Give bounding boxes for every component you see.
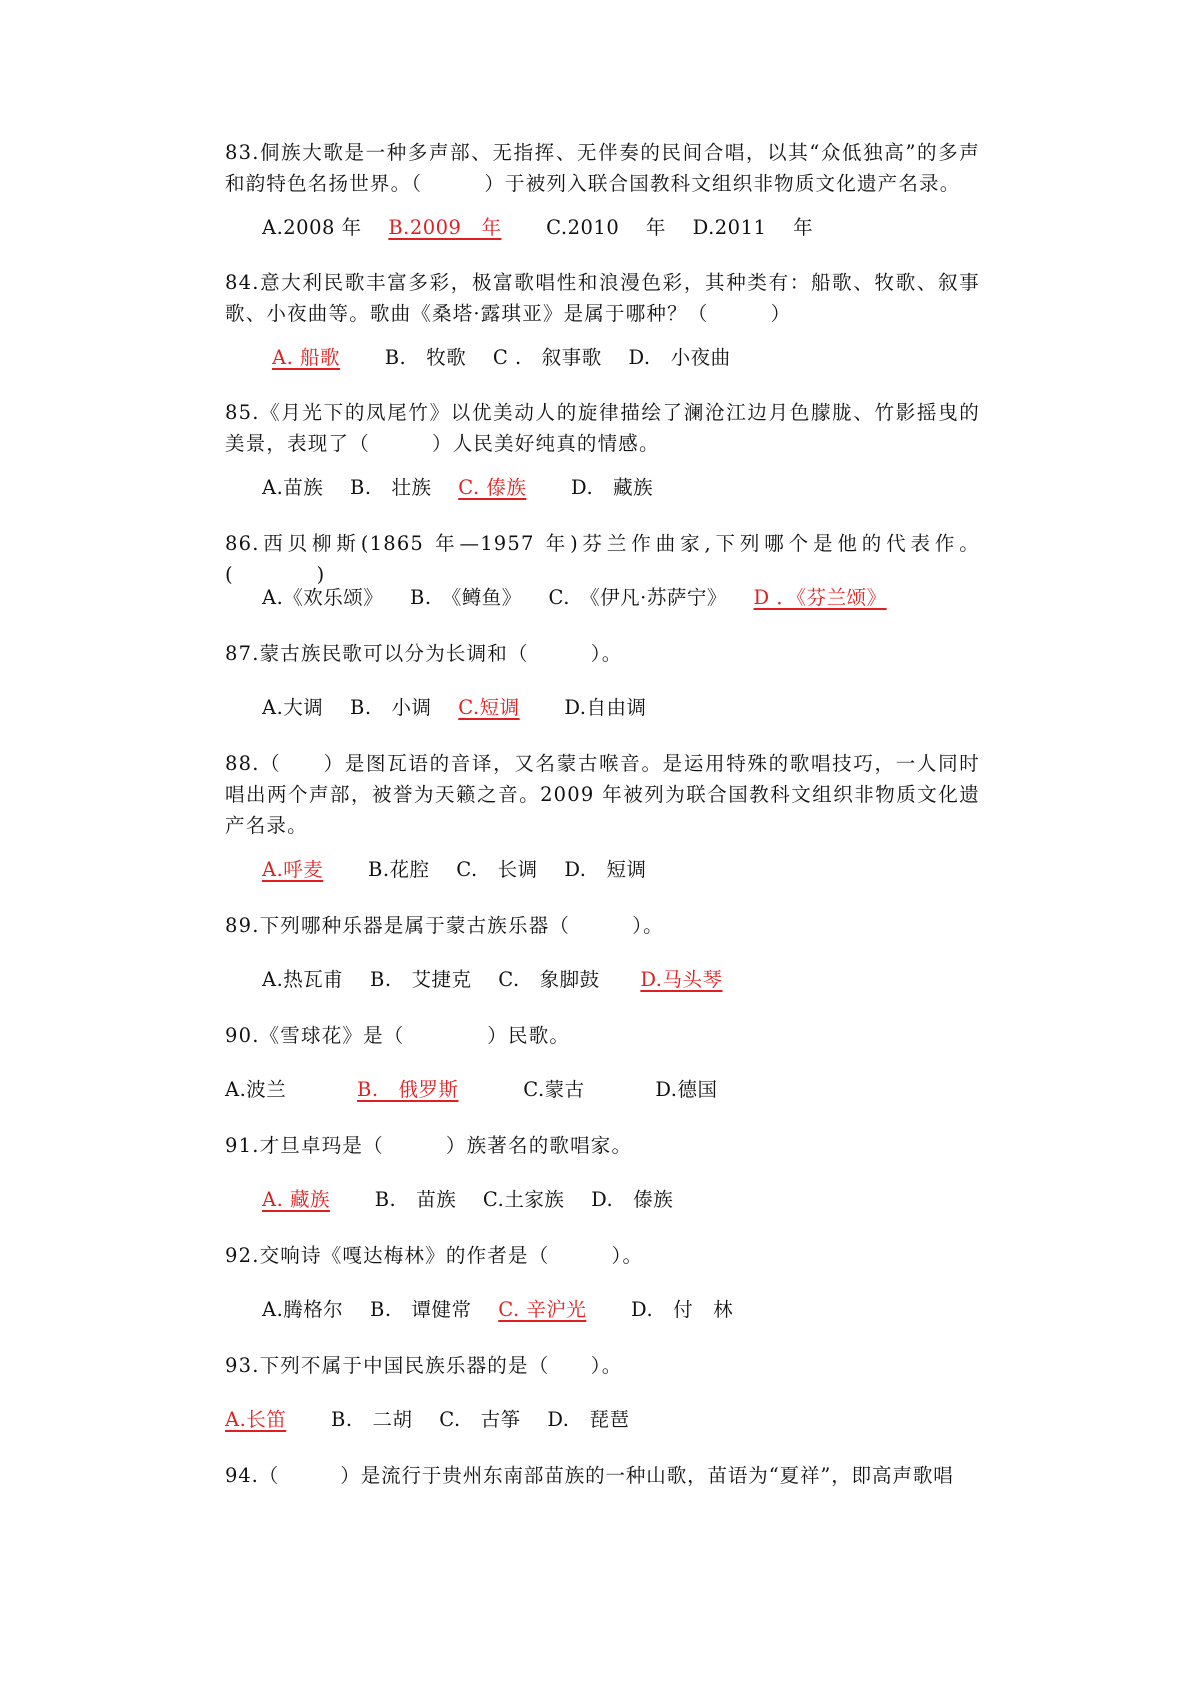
option-84-a-answer: A. 船歌 bbox=[272, 346, 340, 369]
option-87-c-answer: C.短调 bbox=[458, 696, 520, 719]
option-92-c-answer: C. 辛沪光 bbox=[498, 1298, 587, 1321]
option-85-c-answer: C. 傣族 bbox=[458, 476, 527, 499]
options-88 bbox=[262, 856, 667, 884]
option-87-d: D.自由调 bbox=[564, 696, 647, 719]
option-83-b-answer: B.2009 年 bbox=[388, 216, 502, 239]
option-90-a: A.波兰 bbox=[225, 1078, 287, 1101]
option-86-d-answer: D ．《芬兰颂》 bbox=[753, 586, 887, 609]
option-83-d: D.2011 年 bbox=[692, 216, 814, 239]
question-89: 89.下列哪种乐器是属于蒙古族乐器（ ）。 bbox=[225, 914, 664, 937]
option-92-b: B. 谭健常 bbox=[369, 1298, 472, 1321]
options-91 bbox=[262, 1186, 693, 1214]
options-92 bbox=[262, 1296, 753, 1324]
question-88: 88.（ ）是图瓦语的音译，又名蒙古喉音。是运用特殊的歌唱技巧，一人同时唱出两个声部，被誉为天籁之音。2009 年被列为联合国教科文组织非物质文化遗产名录。 bbox=[225, 752, 980, 837]
option-85-d: D. 藏族 bbox=[571, 476, 654, 499]
option-91-c: C.土家族 bbox=[482, 1188, 565, 1211]
options-85 bbox=[262, 474, 673, 502]
question-86: 86.西贝柳斯(1865 年—1957 年)芬兰作曲家,下列哪个是他的代表作。( ) bbox=[225, 532, 980, 586]
option-85-a: A.苗族 bbox=[262, 476, 324, 499]
options-90 bbox=[225, 1076, 738, 1104]
option-88-b: B.花腔 bbox=[367, 858, 430, 881]
option-86-c: C. 《伊凡·苏萨宁》 bbox=[548, 586, 727, 609]
question-92: 92.交响诗《嘎达梅林》的作者是（ ）。 bbox=[225, 1244, 644, 1267]
question-83: 83.侗族大歌是一种多声部、无指挥、无伴奏的民间合唱，以其“众低独高”的多声和韵特色名扬世界。（ ）于被列入联合国教科文组织非物质文化遗产名录。 bbox=[225, 141, 980, 195]
option-83-a: A.2008 年 bbox=[262, 216, 362, 239]
option-83-c: C.2010 年 bbox=[546, 216, 666, 239]
option-91-d: D. 傣族 bbox=[591, 1188, 674, 1211]
option-88-a-answer: A.呼麦 bbox=[262, 858, 324, 881]
option-90-c: C.蒙古 bbox=[523, 1078, 585, 1101]
options-93 bbox=[225, 1406, 650, 1434]
option-90-d: D.德国 bbox=[655, 1078, 718, 1101]
option-88-d: D. 短调 bbox=[564, 858, 647, 881]
option-89-d-answer: D.马头琴 bbox=[640, 968, 723, 991]
option-90-b-answer: B. 俄罗斯 bbox=[356, 1078, 459, 1101]
options-84 bbox=[272, 344, 751, 372]
option-87-a: A.大调 bbox=[262, 696, 324, 719]
question-94: 94.（ ）是流行于贵州东南部苗族的一种山歌，苗语为“夏祥”，即高声歌唱 bbox=[225, 1464, 954, 1487]
option-93-a-answer: A.长笛 bbox=[225, 1408, 287, 1431]
option-86-a: A.《欢乐颂》 bbox=[262, 586, 384, 609]
option-84-b: B. 牧歌 bbox=[384, 346, 467, 369]
question-85: 85.《月光下的凤尾竹》以优美动人的旋律描绘了澜沧江边月色朦胧、竹影摇曳的美景，表现了（ ）人民美好纯真的情感。 bbox=[225, 401, 980, 455]
options-87 bbox=[262, 694, 667, 722]
option-92-d: D. 付 林 bbox=[631, 1298, 734, 1321]
option-88-c: C. 长调 bbox=[456, 858, 538, 881]
question-84: 84.意大利民歌丰富多彩，极富歌唱性和浪漫色彩，其种类有：船歌、牧歌、叙事歌、小夜曲等。歌曲《桑塔·露琪亚》是属于哪种？（ ） bbox=[225, 271, 980, 325]
option-84-c: C . 叙事歌 bbox=[492, 346, 602, 369]
options-86 bbox=[262, 584, 925, 612]
question-90: 90.《雪球花》是（ ）民歌。 bbox=[225, 1024, 571, 1047]
option-85-b: B. 壮族 bbox=[349, 476, 432, 499]
option-92-a: A.腾格尔 bbox=[262, 1298, 344, 1321]
options-83 bbox=[262, 214, 833, 242]
option-89-b: B. 艾捷克 bbox=[369, 968, 472, 991]
option-93-b: B. 二胡 bbox=[330, 1408, 413, 1431]
option-93-d: D. 琵琶 bbox=[547, 1408, 630, 1431]
option-84-d: D. 小夜曲 bbox=[628, 346, 731, 369]
option-87-b: B. 小调 bbox=[349, 696, 432, 719]
option-91-b: B. 苗族 bbox=[374, 1188, 457, 1211]
option-91-a-answer: A. 藏族 bbox=[262, 1188, 330, 1211]
question-87: 87.蒙古族民歌可以分为长调和（ ）。 bbox=[225, 642, 623, 665]
question-91: 91.才旦卓玛是（ ）族著名的歌唱家。 bbox=[225, 1134, 633, 1157]
option-89-a: A.热瓦甫 bbox=[262, 968, 344, 991]
option-93-c: C. 古筝 bbox=[439, 1408, 521, 1431]
option-89-c: C. 象脚鼓 bbox=[498, 968, 600, 991]
option-86-b: B. 《鳟鱼》 bbox=[409, 586, 522, 609]
options-89 bbox=[262, 966, 761, 994]
question-93: 93.下列不属于中国民族乐器的是（ ）。 bbox=[225, 1354, 623, 1377]
